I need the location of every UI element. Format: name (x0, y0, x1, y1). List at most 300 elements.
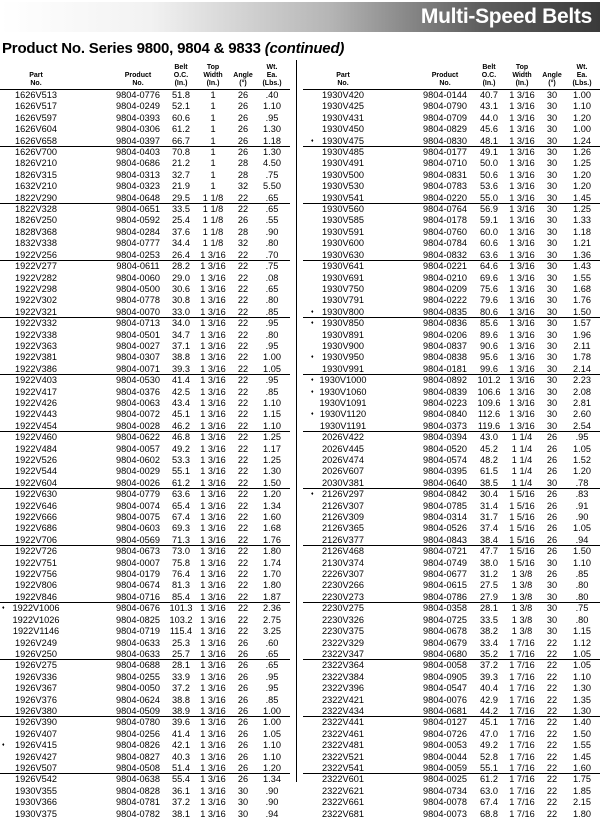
part-number: 1826V315 (15, 169, 57, 180)
top-width: 1 3/16 (200, 397, 226, 408)
weight: 1.55 (573, 272, 591, 283)
angle: 30 (546, 135, 558, 146)
weight: .80 (575, 591, 589, 602)
part-number: 1930V485 (322, 147, 364, 158)
part-number: 2322V681 (322, 808, 364, 819)
product-number: 9804-0509 (116, 705, 160, 716)
belt-oc: 75.8 (172, 557, 190, 568)
table-row (303, 535, 600, 546)
angle: 22 (237, 569, 249, 580)
product-number: 9804-0072 (116, 409, 160, 420)
part-number: 1922V806 (15, 580, 57, 591)
belt-oc: 60.6 (172, 112, 190, 123)
col-header-product: Product No. (431, 72, 459, 87)
table-row (303, 330, 600, 341)
angle: 30 (546, 181, 558, 192)
belt-oc: 52.8 (480, 751, 498, 762)
weight: 1.05 (573, 648, 591, 659)
product-number: 9804-0501 (116, 329, 160, 340)
belt-oc: 81.3 (172, 580, 190, 591)
weight: .90 (265, 785, 279, 796)
table-row (303, 752, 600, 763)
top-width: 1 3/16 (509, 386, 535, 397)
product-number: 9804-0710 (423, 158, 467, 169)
weight: .55 (265, 215, 279, 226)
angle: 26 (237, 648, 249, 659)
weight: .85 (265, 694, 279, 705)
weight: 1.30 (263, 124, 281, 135)
belt-oc: 31.2 (480, 569, 498, 580)
top-width: 1 1/8 (202, 238, 224, 249)
part-number: 1926V367 (15, 683, 57, 694)
table-row (0, 466, 290, 477)
top-width: 1 7/16 (509, 694, 535, 705)
top-width: 1 3/16 (200, 637, 226, 648)
weight: 1.85 (573, 785, 591, 796)
table-row (303, 113, 600, 124)
weight: 1.20 (263, 762, 281, 773)
belt-oc: 31.7 (480, 512, 498, 523)
top-width: 1 3/16 (200, 603, 226, 614)
top-width: 1 7/16 (509, 705, 535, 716)
belt-oc: 64.6 (480, 261, 498, 272)
weight: .40 (265, 90, 279, 100)
part-number: 2322V347 (322, 648, 364, 659)
table-row (303, 421, 600, 432)
weight: .91 (575, 500, 589, 511)
table-row (303, 170, 600, 181)
part-number: 1822V328 (15, 204, 57, 215)
top-width: 1 3/16 (509, 101, 535, 112)
top-width: 1 (210, 135, 216, 146)
belt-oc: 30.6 (172, 283, 190, 294)
top-width: 1 (210, 101, 216, 112)
weight: 1.15 (263, 409, 281, 420)
part-number: 1926V336 (15, 671, 57, 682)
product-number: 9804-0676 (116, 603, 160, 614)
top-width: 1 3/16 (200, 306, 226, 317)
table-row (0, 136, 290, 147)
belt-oc: 45.6 (480, 124, 498, 135)
part-number: 1926V376 (15, 694, 57, 705)
belt-oc: 99.6 (480, 363, 498, 374)
belt-oc: 25.4 (172, 215, 190, 226)
table-row (303, 809, 600, 820)
table-row (303, 489, 600, 500)
product-number: 9804-0358 (423, 603, 467, 614)
angle: 30 (546, 283, 558, 294)
part-number: 1922V756 (15, 569, 57, 580)
weight: 1.10 (263, 101, 281, 112)
product-number: 9804-0376 (116, 386, 160, 397)
part-number: 1922V282 (15, 272, 57, 283)
angle: 30 (546, 614, 558, 625)
product-number: 9804-0569 (116, 534, 160, 545)
table-row (0, 181, 290, 192)
table-row (0, 273, 290, 284)
angle: 22 (237, 409, 249, 420)
top-width: 1 5/16 (509, 557, 535, 568)
belt-oc: 67.4 (172, 512, 190, 523)
col-header-part: Part No. (29, 72, 43, 87)
table-row (303, 136, 600, 147)
weight: .85 (265, 386, 279, 397)
table-row (303, 501, 600, 512)
top-width: 1 3/16 (200, 386, 226, 397)
belt-oc: 29.5 (172, 192, 190, 203)
belt-oc: 37.1 (172, 340, 190, 351)
table-row (303, 466, 600, 477)
weight: .95 (265, 112, 279, 123)
angle: 22 (237, 204, 249, 215)
angle: 30 (546, 340, 558, 351)
weight: 2.36 (263, 603, 281, 614)
product-number: 9804-0027 (116, 340, 160, 351)
belt-oc: 109.6 (477, 397, 501, 408)
product-number: 9804-0688 (116, 660, 160, 671)
product-number: 9804-0058 (423, 660, 467, 671)
part-number: 1922V846 (15, 591, 57, 602)
product-number: 9804-0837 (423, 340, 467, 351)
weight: 1.18 (263, 135, 281, 146)
part-number: 1922V277 (15, 261, 57, 272)
part-number: 2026V422 (322, 432, 364, 443)
product-number: 9804-0786 (423, 591, 467, 602)
table-row (303, 695, 600, 706)
top-width: 1 3/16 (200, 489, 226, 500)
table-row (303, 364, 600, 375)
product-number: 9804-0403 (116, 147, 160, 158)
belt-oc: 95.6 (480, 352, 498, 363)
part-number: 1930V950 (322, 352, 364, 363)
angle: 30 (546, 603, 558, 614)
table-row (303, 387, 600, 398)
table-row (0, 774, 290, 785)
belt-oc: 33.4 (480, 637, 498, 648)
weight: 1.20 (573, 466, 591, 477)
right-table-header (303, 60, 600, 90)
weight: .80 (575, 580, 589, 591)
part-number: 1930V1191 (319, 420, 367, 431)
belt-oc: 39.3 (480, 671, 498, 682)
weight: 1.87 (263, 591, 281, 602)
belt-oc: 27.9 (480, 591, 498, 602)
table-row (303, 158, 600, 169)
top-width: 1 (210, 158, 216, 169)
belt-oc: 50.0 (480, 158, 498, 169)
product-number: 9804-0500 (116, 283, 160, 294)
part-number: 2126V468 (322, 546, 364, 557)
product-number: 9804-0178 (423, 215, 467, 226)
top-width: 1 3/16 (509, 112, 535, 123)
angle: 22 (237, 489, 249, 500)
belt-oc: 47.7 (480, 546, 498, 557)
table-row (0, 398, 290, 409)
top-width: 1 3/16 (200, 785, 226, 796)
top-width: 1 3/16 (509, 124, 535, 135)
weight: 1.50 (573, 728, 591, 739)
belt-oc: 66.7 (172, 135, 190, 146)
weight: 5.50 (263, 181, 281, 192)
product-number: 9804-0673 (116, 546, 160, 557)
angle: 30 (546, 420, 558, 431)
product-number: 9804-0780 (116, 717, 160, 728)
col-header-part: Part No. (336, 72, 350, 87)
table-row (0, 284, 290, 295)
weight: 1.96 (573, 329, 591, 340)
weight: 1.30 (573, 705, 591, 716)
angle: 30 (546, 169, 558, 180)
left-table-body (0, 90, 290, 820)
top-width: 1 3/16 (509, 318, 535, 329)
new-item-marker: ♦ (2, 742, 5, 749)
top-width: 1 3/16 (509, 261, 535, 272)
angle: 32 (237, 181, 249, 192)
section-title-main: Product No. Series 9800, 9804 & 9833 (2, 40, 261, 57)
belt-oc: 59.1 (480, 215, 498, 226)
table-row (303, 250, 600, 261)
top-width: 1 3/16 (509, 420, 535, 431)
belt-oc: 21.9 (172, 181, 190, 192)
top-width: 1 3/16 (200, 477, 226, 488)
angle: 22 (237, 352, 249, 363)
belt-oc: 37.2 (172, 797, 190, 808)
angle: 22 (546, 637, 558, 648)
belt-oc: 42.9 (480, 694, 498, 705)
angle: 26 (546, 500, 558, 511)
part-number: 1930V355 (15, 785, 57, 796)
weight: 1.76 (263, 534, 281, 545)
weight: .90 (575, 512, 589, 523)
angle: 22 (546, 717, 558, 728)
product-number: 9804-0179 (116, 569, 160, 580)
part-number: 1930V425 (322, 101, 364, 112)
table-row (0, 809, 290, 820)
product-number: 9804-0222 (423, 295, 467, 306)
table-row (303, 273, 600, 284)
weight: 1.25 (573, 158, 591, 169)
belt-oc: 40.4 (480, 683, 498, 694)
part-number: 1930V600 (322, 238, 364, 249)
col-header-angle: Angle (°) (542, 72, 562, 87)
table-row (0, 432, 290, 443)
table-row (303, 729, 600, 740)
top-width: 1 1/8 (202, 226, 224, 237)
product-number: 9804-0779 (116, 489, 160, 500)
part-number: 1930V585 (322, 215, 364, 226)
table-row (0, 649, 290, 660)
angle: 30 (546, 90, 558, 100)
part-number: 1930V541 (322, 192, 364, 203)
product-number: 9804-0071 (116, 363, 160, 374)
belt-oc: 37.6 (172, 226, 190, 237)
product-number: 9804-0838 (423, 352, 467, 363)
product-number: 9804-0825 (116, 614, 160, 625)
top-width: 1 3/16 (509, 169, 535, 180)
belt-oc: 43.4 (172, 397, 190, 408)
table-row (303, 523, 600, 534)
part-number: 2130V374 (322, 557, 364, 568)
table-row (0, 352, 290, 363)
table-row (0, 147, 290, 158)
angle: 30 (546, 352, 558, 363)
top-width: 1 3/16 (200, 318, 226, 329)
weight: 1.35 (573, 694, 591, 705)
part-number: 1926V427 (15, 751, 57, 762)
angle: 30 (546, 204, 558, 215)
part-number: 1828V368 (15, 226, 57, 237)
part-number: 1930V691 (322, 272, 364, 283)
product-number: 9804-0210 (423, 272, 467, 283)
top-width: 1 3/16 (509, 158, 535, 169)
table-row (303, 774, 600, 785)
belt-oc: 38.9 (172, 705, 190, 716)
new-item-marker: ♦ (311, 388, 314, 395)
weight: .60 (265, 637, 279, 648)
belt-oc: 69.3 (172, 523, 190, 534)
product-number: 9804-0611 (116, 261, 160, 272)
weight: 1.57 (573, 318, 591, 329)
part-number: 1930V1060 (319, 386, 367, 397)
weight: 1.21 (573, 238, 591, 249)
belt-oc: 61.2 (480, 774, 498, 785)
top-width: 1 3/16 (200, 671, 226, 682)
table-row (303, 512, 600, 523)
belt-oc: 101.2 (477, 375, 501, 386)
table-row (303, 638, 600, 649)
top-width: 1 1/4 (511, 455, 533, 465)
product-number: 9804-0832 (423, 249, 467, 260)
belt-oc: 38.1 (172, 808, 190, 819)
table-row (303, 615, 600, 626)
table-row (0, 740, 290, 751)
belt-oc: 60.6 (480, 238, 498, 249)
table-row (303, 706, 600, 717)
part-number: 1922V381 (15, 352, 57, 363)
belt-oc: 55.1 (172, 466, 190, 477)
table-row (303, 204, 600, 215)
angle: 30 (237, 785, 249, 796)
top-width: 1 5/16 (509, 489, 535, 500)
belt-oc: 101.3 (169, 603, 193, 614)
weight: 1.20 (573, 112, 591, 123)
product-number: 9804-0783 (423, 181, 467, 192)
belt-oc: 41.4 (172, 375, 190, 386)
table-row (303, 227, 600, 238)
belt-oc: 48.1 (480, 135, 498, 146)
part-number: 2322V396 (322, 683, 364, 694)
belt-oc: 79.6 (480, 295, 498, 306)
weight: 1.60 (573, 762, 591, 773)
top-width: 1 (210, 169, 216, 180)
table-row (303, 147, 600, 158)
weight: 1.25 (263, 455, 281, 465)
belt-oc: 21.2 (172, 158, 190, 169)
belt-oc: 38.2 (480, 626, 498, 637)
col-header-wt: Wt. Ea. (Lbs.) (572, 64, 592, 87)
belt-oc: 40.7 (480, 90, 498, 100)
top-width: 1 7/16 (509, 751, 535, 762)
top-width: 1 3/16 (200, 751, 226, 762)
table-row (303, 375, 600, 386)
angle: 22 (237, 261, 249, 272)
angle: 30 (546, 580, 558, 591)
weight: 1.25 (263, 432, 281, 443)
top-width: 1 3/16 (200, 512, 226, 523)
top-width: 1 3/16 (200, 797, 226, 808)
product-number: 9804-0127 (423, 717, 467, 728)
weight: .94 (575, 534, 589, 545)
angle: 30 (546, 158, 558, 169)
table-row (0, 341, 290, 352)
product-number: 9804-0526 (423, 523, 467, 534)
part-number: 1930V750 (322, 283, 364, 294)
weight: 1.80 (573, 808, 591, 819)
table-row (303, 649, 600, 660)
belt-oc: 32.7 (172, 169, 190, 180)
product-number: 9804-0640 (423, 477, 467, 488)
top-width: 1 3/16 (509, 272, 535, 283)
part-number: 2026V607 (322, 466, 364, 477)
top-width: 1 3/8 (511, 626, 533, 637)
weight: .95 (265, 375, 279, 386)
weight: 1.43 (573, 261, 591, 272)
belt-oc: 55.1 (480, 762, 498, 773)
table-row (303, 478, 600, 489)
product-number: 9804-0686 (116, 158, 160, 169)
table-row (303, 124, 600, 135)
product-number: 9804-0075 (116, 512, 160, 523)
part-number: 1930V1120 (319, 409, 367, 420)
belt-oc: 34.0 (172, 318, 190, 329)
weight: .90 (265, 797, 279, 808)
weight: 1.12 (573, 637, 591, 648)
product-number: 9804-0060 (116, 272, 160, 283)
product-number: 9804-0177 (423, 147, 467, 158)
top-width: 1 3/16 (509, 340, 535, 351)
top-width: 1 3/16 (200, 740, 226, 751)
angle: 22 (237, 534, 249, 545)
top-width: 1 3/16 (200, 717, 226, 728)
belt-oc: 25.7 (172, 648, 190, 659)
product-number: 9804-0734 (423, 785, 467, 796)
product-number: 9804-0076 (423, 694, 467, 705)
angle: 26 (546, 523, 558, 534)
belt-oc: 49.1 (480, 147, 498, 158)
table-row (0, 193, 290, 204)
product-number: 9804-0206 (423, 329, 467, 340)
new-item-marker: ♦ (311, 491, 314, 498)
table-row (0, 580, 290, 591)
belt-oc: 37.2 (172, 683, 190, 694)
top-width: 1 3/16 (200, 295, 226, 306)
part-number: 1826V250 (15, 215, 57, 226)
part-number: 1930V420 (322, 90, 364, 100)
angle: 30 (546, 477, 558, 488)
weight: .80 (265, 295, 279, 306)
part-number: 1926V380 (15, 705, 57, 716)
weight: 1.70 (263, 569, 281, 580)
weight: 2.75 (263, 614, 281, 625)
part-number: 1930V791 (322, 295, 364, 306)
part-number: 1626V658 (15, 135, 57, 146)
table-row (0, 387, 290, 398)
weight: 1.33 (573, 215, 591, 226)
new-item-marker: ♦ (2, 605, 5, 612)
part-number: 1930V630 (322, 249, 364, 260)
angle: 30 (546, 386, 558, 397)
weight: .65 (265, 192, 279, 203)
